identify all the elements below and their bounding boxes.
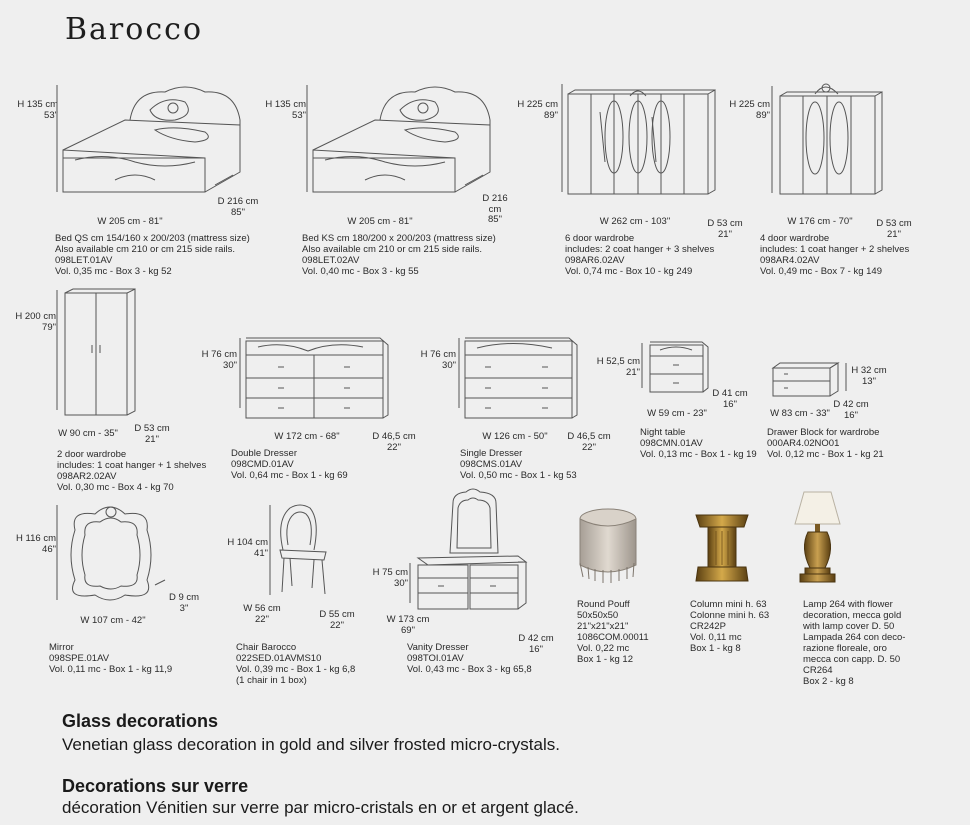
wardrobe-2-drawing [55, 285, 150, 425]
dim-width: W 172 cm - 68" [274, 431, 340, 442]
dim-height: H 200 cm 79" [15, 311, 56, 333]
single-dresser-drawing [457, 333, 587, 423]
decorations-sur-verre-text: décoration Vénitien sur verre par micro-cristals en or et argent glacé. [62, 798, 579, 817]
dim-width: W 262 cm - 103" [599, 216, 671, 227]
dim-height: H 52,5 cm 21" [596, 356, 640, 378]
product-description: Column mini h. 63 Colonne mini h. 63 CR242P Vol. 0,11 mc Box 1 - kg 8 [690, 599, 770, 654]
dim-height: H 76 cm 30" [201, 349, 237, 371]
product-description: Night table 098CMN.01AV Vol. 0,13 mc - Box 1 - kg 19 [640, 427, 757, 460]
product-description: Bed QS cm 154/160 x 200/203 (mattress size) Also available cm 210 or cm 215 side rails. 098LET.01AV Vol. 0,35 mc - Box 3 - kg 52 [55, 233, 250, 277]
lamp-image [790, 488, 845, 588]
dim-height: H 135 cm 53" [265, 99, 306, 121]
product-description: 2 door wardrobe includes: 1 coat hanger + 1 shelves 098AR2.02AV Vol. 0,30 mc - Box 4 - kg 70 [57, 449, 207, 493]
dim-height: H 225 cm 89" [517, 99, 558, 121]
dim-height: H 104 cm 41" [227, 537, 268, 559]
product-description: Vanity Dresser 098TOI.01AV Vol. 0,43 mc - Box 3 - kg 65,8 [407, 642, 532, 675]
product-description: Round Pouff 50x50x50 21"x21"x21" 1086COM.00011 Vol. 0,22 mc Box 1 - kg 12 [577, 599, 649, 665]
dim-depth: D 46,5 cm 22" [372, 431, 416, 453]
chair-drawing [268, 500, 338, 605]
dim-height: H 225 cm 89" [729, 99, 770, 121]
dim-width: W 126 cm - 50" [482, 431, 548, 442]
dim-depth: D 216 cm 85" [482, 193, 508, 225]
dim-width: W 90 cm - 35" [58, 428, 118, 439]
dim-width: W 56 cm 22" [243, 603, 281, 625]
dim-depth: D 53 cm 21" [876, 218, 912, 240]
dim-height: H 116 cm 46" [16, 533, 56, 555]
dim-height: H 135 cm 53" [17, 99, 58, 121]
dim-width: W 107 cm - 42" [80, 615, 146, 626]
product-description: Chair Barocco 022SED.01AVMS10 Vol. 0,39 mc - Box 1 - kg 6,8 (1 chair in 1 box) [236, 642, 356, 686]
dim-depth: D 41 cm 16" [712, 388, 748, 410]
dim-depth: D 216 cm 85" [217, 196, 259, 218]
dim-height: H 32 cm 13" [851, 365, 887, 387]
dim-height: H 75 cm 30" [372, 567, 408, 589]
wardrobe-6-drawing [560, 82, 720, 212]
product-description: Lamp 264 with flower decoration, mecca gold with lamp cover D. 50 Lampada 264 con deco- razione floreale, oro mecca con capp. D. 50 CR264 Box 2 - kg 8 [803, 599, 906, 687]
column-image [692, 511, 752, 586]
dim-height: H 76 cm 30" [420, 349, 456, 371]
dim-width: W 205 cm - 81" [97, 216, 163, 227]
dim-depth: D 55 cm 22" [319, 609, 355, 631]
dim-width: W 205 cm - 81" [347, 216, 413, 227]
product-description: 6 door wardrobe includes: 2 coat hanger + 3 shelves 098AR6.02AV Vol. 0,74 mc - Box 10 - kg 249 [565, 233, 715, 277]
dim-depth: D 53 cm 21" [707, 218, 743, 240]
dim-width: W 176 cm - 70" [787, 216, 853, 227]
dim-depth: D 46,5 cm 22" [567, 431, 611, 453]
dim-depth: D 53 cm 21" [134, 423, 170, 445]
product-description: Drawer Block for wardrobe 000AR4.02NO01 Vol. 0,12 mc - Box 1 - kg 21 [767, 427, 884, 460]
product-description: Single Dresser 098CMS.01AV Vol. 0,50 mc - Box 1 - kg 53 [460, 448, 577, 481]
dim-width: W 173 cm 69" [386, 614, 430, 636]
pouff-image [573, 505, 643, 585]
product-description: Mirror 098SPE.01AV Vol. 0,11 mc - Box 1 - kg 11,9 [49, 642, 173, 675]
vanity-dresser-drawing [408, 488, 533, 623]
glass-decorations-heading: Glass decorations [62, 711, 219, 731]
product-description: Bed KS cm 180/200 x 200/203 (mattress size) Also available cm 210 or cm 215 side rails. 098LET.02AV Vol. 0,40 mc - Box 3 - kg 55 [302, 233, 496, 277]
decorations-sur-verre-heading: Decorations sur verre [62, 776, 249, 796]
product-description: Double Dresser 098CMD.01AV Vol. 0,64 mc - Box 1 - kg 69 [231, 448, 348, 481]
double-dresser-drawing [238, 333, 398, 423]
bed-qs-drawing [55, 80, 255, 215]
brand-title: Barocco [65, 12, 203, 47]
glass-decorations-text: Venetian glass decoration in gold and silver frosted micro-crystals. [62, 735, 560, 754]
dim-depth: D 42 cm 16" [833, 399, 869, 421]
dim-width: W 59 cm - 23" [647, 408, 707, 419]
wardrobe-4-drawing [770, 78, 890, 213]
dim-width: W 83 cm - 33" [770, 408, 830, 419]
dim-depth: D 9 cm 3" [168, 592, 200, 614]
product-description: 4 door wardrobe includes: 1 coat hanger + 2 shelves 098AR4.02AV Vol. 0,49 mc - Box 7 - kg 149 [760, 233, 910, 277]
dim-depth: D 42 cm 16" [518, 633, 554, 655]
